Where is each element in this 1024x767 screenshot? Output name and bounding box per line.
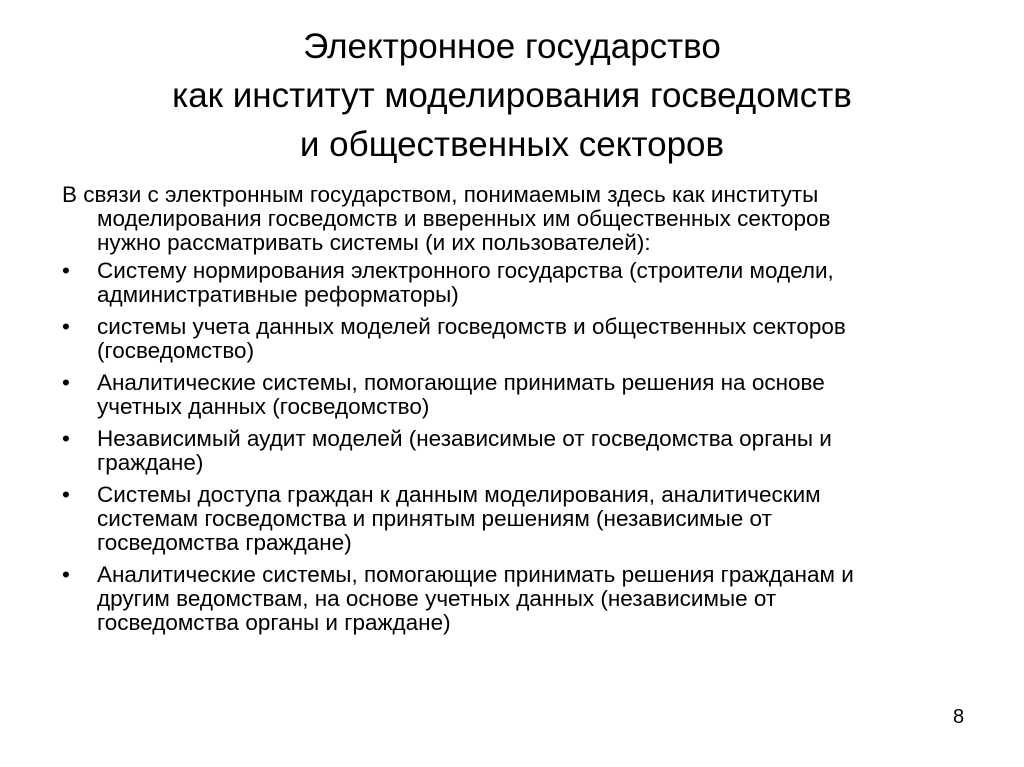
bullet-item <box>62 563 854 635</box>
bullet-icon: • <box>62 370 70 395</box>
bullet-item <box>62 259 854 307</box>
text-line: госведомства граждане) <box>97 530 352 555</box>
slide-body <box>62 183 854 643</box>
text-line: Систему нормирования электронного государства (строители модели, <box>97 258 834 283</box>
title-line: и общественных секторов <box>299 125 725 164</box>
bullet-icon: • <box>62 562 70 587</box>
text-line: системы учета данных моделей госведомств и общественных секторов <box>97 314 846 339</box>
bullet-icon: • <box>62 314 70 339</box>
slide-title <box>0 22 1024 169</box>
bullet-icon: • <box>62 426 70 451</box>
page-number: 8 <box>953 706 965 728</box>
bullet-item <box>62 315 854 363</box>
bullet-item <box>62 371 854 419</box>
text-line: Системы доступа граждан к данным моделирования, аналитическим <box>97 482 821 507</box>
text-line: другим ведомствам, на основе учетных данных (независимые от <box>97 586 777 611</box>
text-line: системам госведомства и принятым решениям (независимые от <box>97 506 772 531</box>
bullet-item <box>62 427 854 475</box>
text-line: В связи с электронным государством, понимаемым здесь как институты <box>62 182 819 207</box>
text-line: учетных данных (госведомство) <box>97 394 430 419</box>
text-line: административные реформаторы) <box>97 282 459 307</box>
text-line: граждане) <box>97 450 204 475</box>
text-line: Аналитические системы, помогающие принимать решения на основе <box>97 370 825 395</box>
bullet-icon: • <box>62 482 70 507</box>
text-line: Аналитические системы, помогающие принимать решения гражданам и <box>97 562 854 587</box>
title-line: как институт моделирования госведомств <box>172 76 852 115</box>
text-line: моделирования госведомств и вверенных им общественных секторов <box>97 206 831 231</box>
text-line: (госведомство) <box>97 338 255 363</box>
bullet-icon: • <box>62 258 70 283</box>
text-line: нужно рассматривать системы (и их пользователей): <box>97 230 651 255</box>
text-line: госведомства органы и граждане) <box>97 610 451 635</box>
title-line: Электронное государство <box>303 27 721 66</box>
bullet-item <box>62 483 854 555</box>
text-line: Независимый аудит моделей (независимые от госведомства органы и <box>97 426 832 451</box>
bullet-list <box>62 259 854 635</box>
intro-paragraph <box>62 183 854 255</box>
